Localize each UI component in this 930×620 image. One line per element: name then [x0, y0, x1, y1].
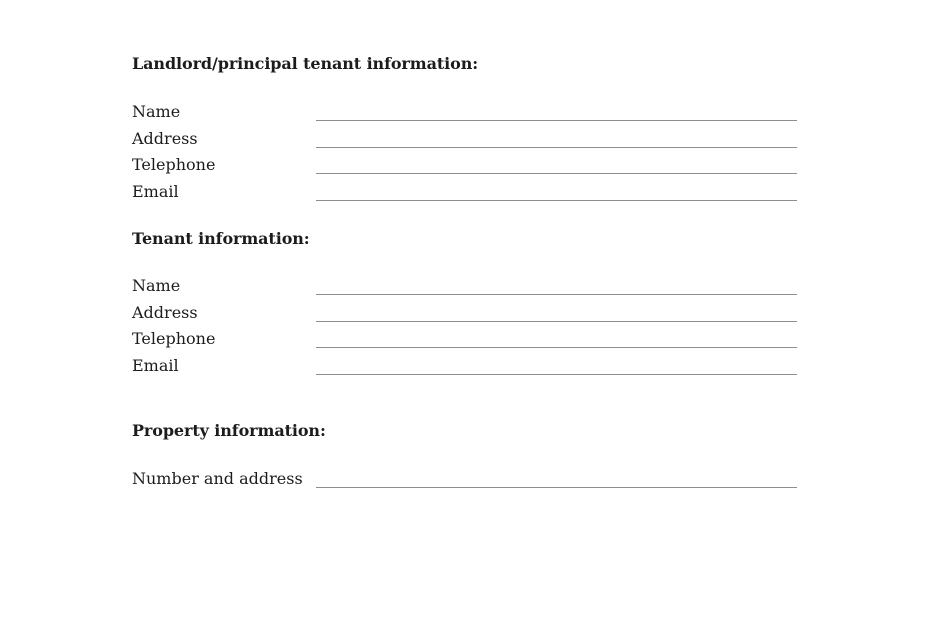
field-row-tenant-telephone [132, 328, 797, 348]
field-label-name: Name [132, 276, 181, 295]
section-heading-tenant: Tenant information: [132, 229, 310, 248]
field-row-tenant-email [132, 355, 797, 375]
field-label-address: Address [132, 303, 198, 322]
field-row-tenant-address [132, 302, 797, 322]
field-label-email: Email [132, 356, 179, 375]
field-row-landlord-telephone [132, 154, 797, 174]
field-row-landlord-address [132, 128, 797, 148]
fill-in-line-landlord-address[interactable] [316, 127, 797, 148]
field-label-address: Address [132, 129, 198, 148]
field-label-telephone: Telephone [132, 155, 216, 174]
field-label-name: Name [132, 102, 181, 121]
fill-in-line-tenant-name[interactable] [316, 274, 797, 295]
fill-in-line-landlord-telephone[interactable] [316, 153, 797, 174]
fill-in-line-tenant-address[interactable] [316, 301, 797, 322]
field-row-property-number-and-address [132, 468, 797, 488]
fill-in-line-tenant-email[interactable] [316, 354, 797, 375]
fill-in-line-tenant-telephone[interactable] [316, 327, 797, 348]
field-label-number-and-address: Number and address [132, 469, 303, 488]
fill-in-line-landlord-name[interactable] [316, 100, 797, 121]
field-row-landlord-name [132, 101, 797, 121]
fill-in-line-property-number-and-address[interactable] [316, 467, 797, 488]
field-row-tenant-name [132, 275, 797, 295]
field-label-telephone: Telephone [132, 329, 216, 348]
field-label-email: Email [132, 182, 179, 201]
section-heading-landlord: Landlord/principal tenant information: [132, 54, 479, 73]
fill-in-line-landlord-email[interactable] [316, 180, 797, 201]
section-heading-property: Property information: [132, 421, 326, 440]
field-row-landlord-email [132, 181, 797, 201]
